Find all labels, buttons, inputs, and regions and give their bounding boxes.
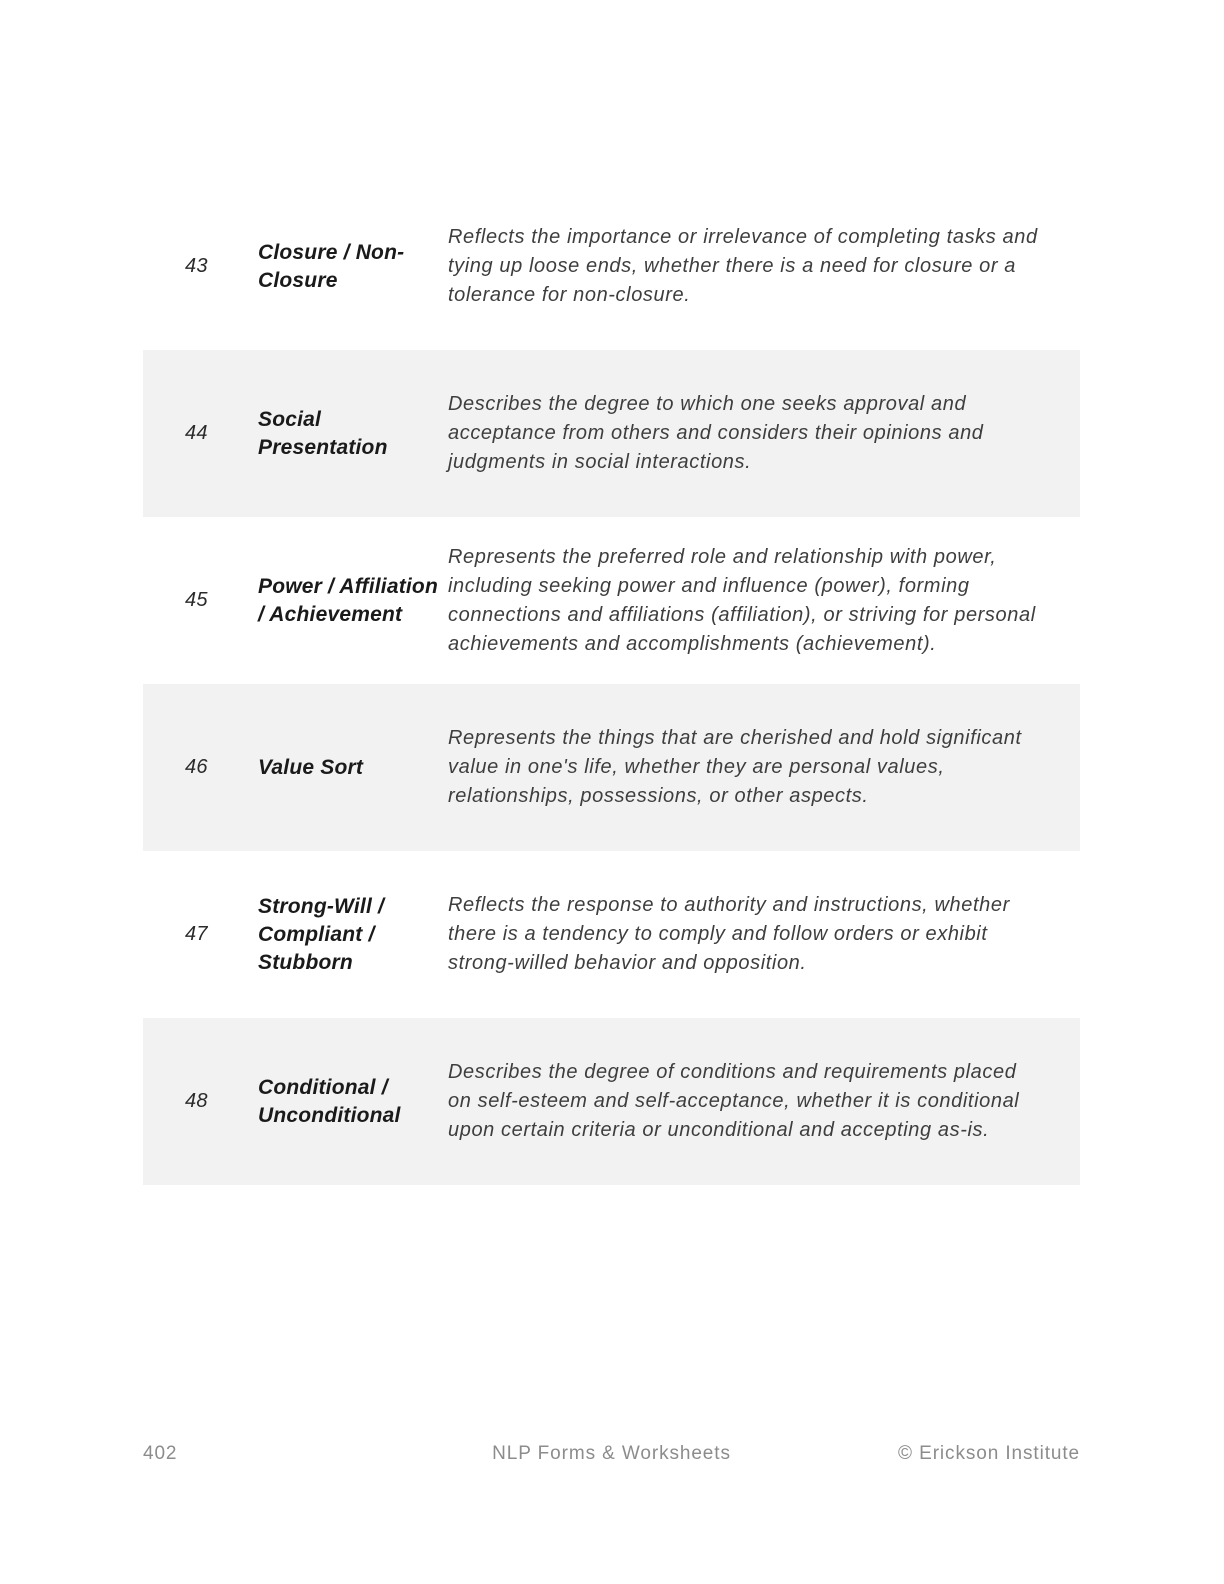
table-row <box>143 684 1080 851</box>
table-row <box>143 517 1080 684</box>
row-name: Value Sort <box>258 755 364 779</box>
row-number: 45 <box>185 589 208 611</box>
row-name: Conditional / Unconditional <box>258 1075 401 1127</box>
row-description: Describes the degree of conditions and requirements placed on self-esteem and self-acceptance, whether it is conditional upon certain criteria or unconditional and accepting as-is. <box>448 1061 1020 1141</box>
footer-copyright: © Erickson Institute <box>898 1443 1080 1464</box>
row-name: Power / Affiliation / Achievement <box>258 574 438 626</box>
row-number: 47 <box>185 923 208 945</box>
row-description: Represents the preferred role and relationship with power, including seeking power and influence (power), forming connections and affiliations (affiliation), or striving for personal achievements and accomplishments (achievement). <box>448 545 1036 655</box>
row-number: 43 <box>185 255 208 277</box>
row-number: 44 <box>185 422 208 444</box>
meta-programs-table <box>143 183 1080 1185</box>
row-description: Represents the things that are cherished and hold significant value in one's life, whether they are personal values, relationships, possessions, or other aspects. <box>448 727 1022 807</box>
row-name: Social Presentation <box>258 407 388 459</box>
footer-title: NLP Forms & Worksheets <box>492 1443 731 1464</box>
table-row <box>143 183 1080 350</box>
row-name: Closure / Non-Closure <box>258 240 405 292</box>
table-row <box>143 851 1080 1018</box>
page-number: 402 <box>143 1443 178 1464</box>
row-number: 46 <box>185 756 208 778</box>
row-number: 48 <box>185 1090 208 1112</box>
table-row <box>143 350 1080 517</box>
row-name: Strong-Will / Compliant / Stubborn <box>258 894 385 974</box>
row-description: Reflects the response to authority and instructions, whether there is a tendency to comply and follow orders or exhibit strong-willed behavior and opposition. <box>448 894 1010 974</box>
page-footer <box>143 1443 1080 1465</box>
row-description: Describes the degree to which one seeks approval and acceptance from others and considers their opinions and judgments in social interactions. <box>448 393 984 473</box>
row-description: Reflects the importance or irrelevance of completing tasks and tying up loose ends, whether there is a need for closure or a tolerance for non-closure. <box>448 226 1038 306</box>
table-row <box>143 1018 1080 1185</box>
